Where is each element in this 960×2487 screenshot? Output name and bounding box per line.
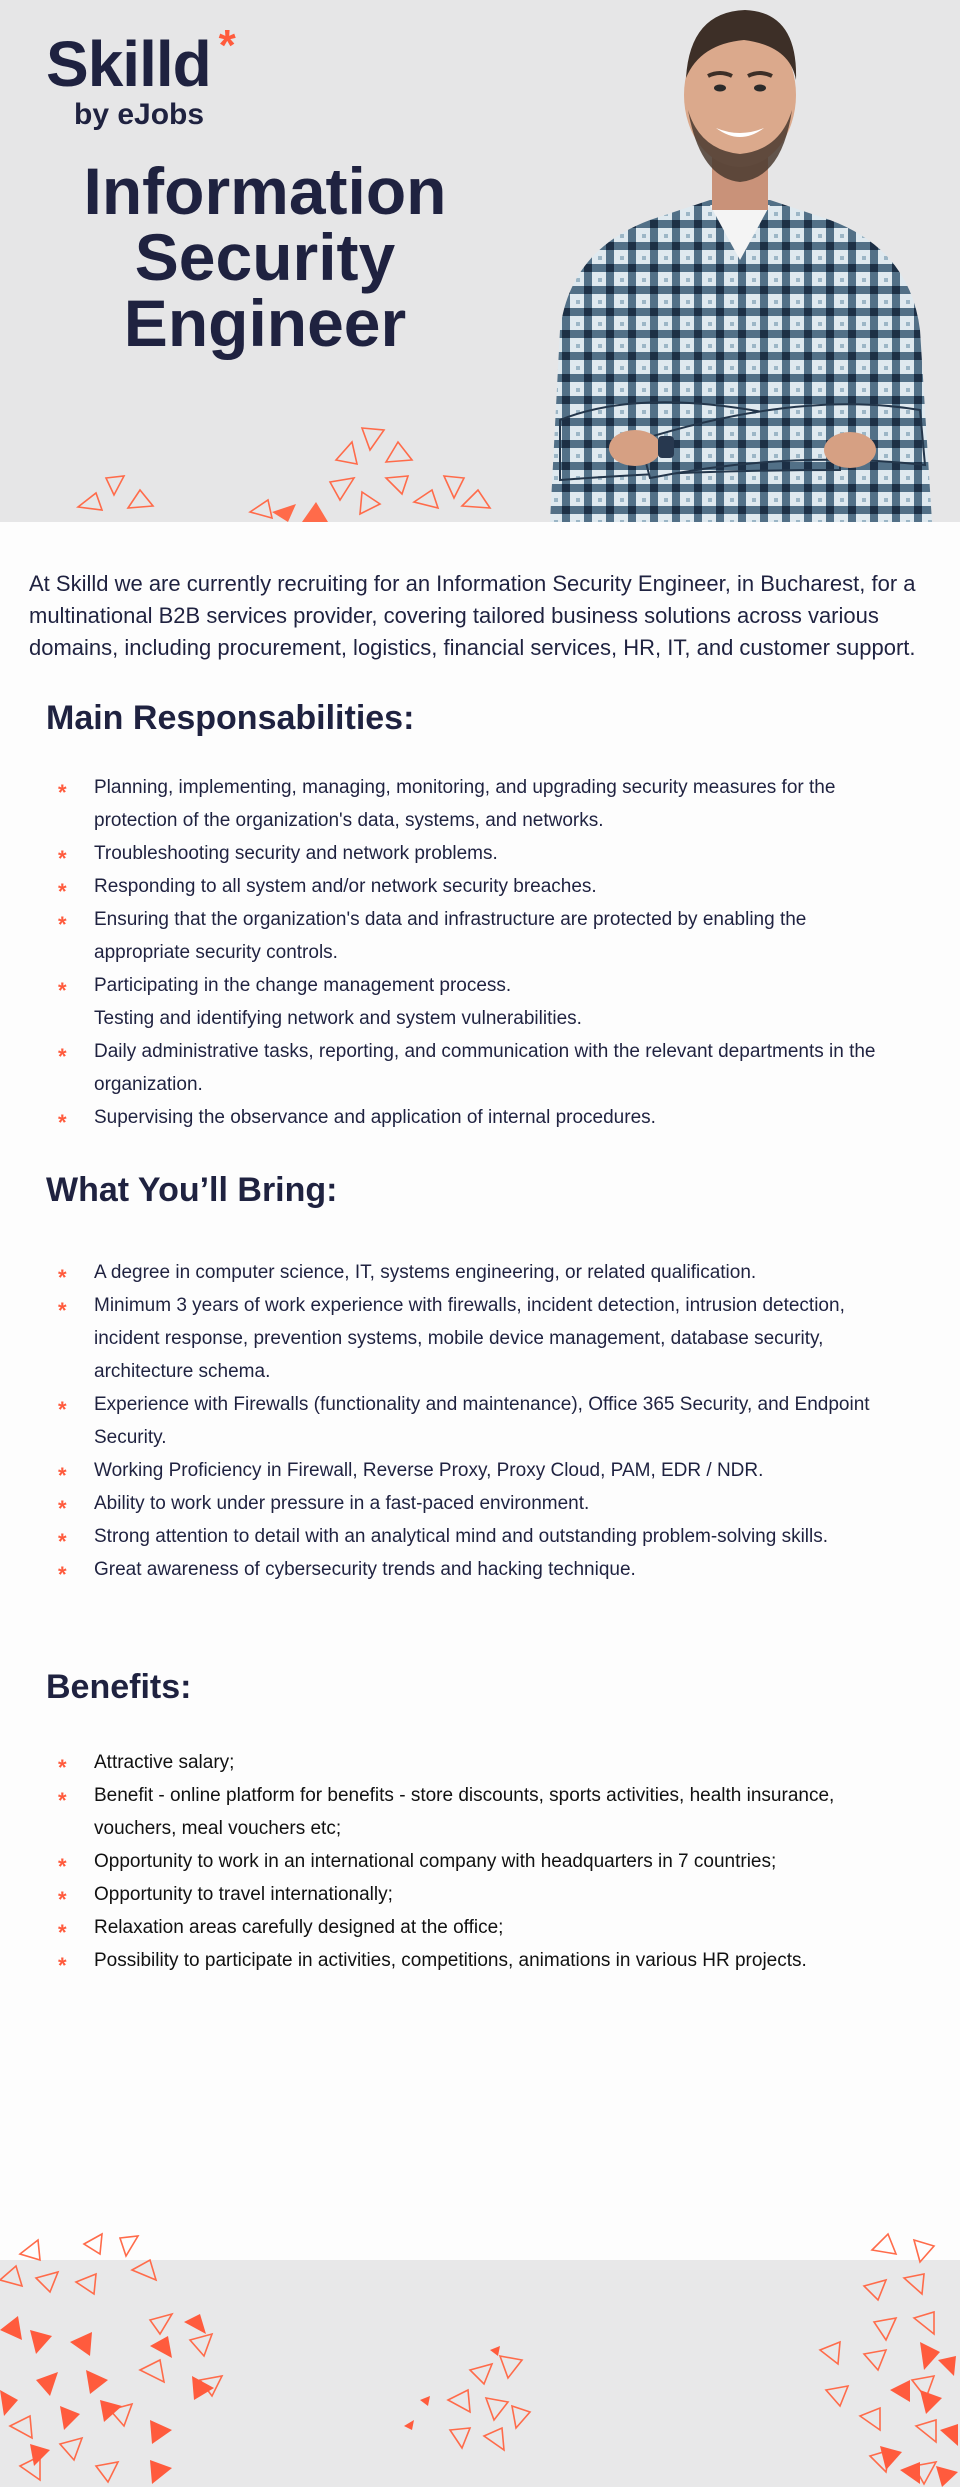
asterisk-bullet-icon: *: [58, 1397, 67, 1422]
triangle-icon: [872, 2234, 896, 2254]
triangle-icon: [140, 2360, 164, 2382]
triangle-icon: [490, 2346, 500, 2356]
logo-star-icon: *: [218, 21, 235, 70]
triangle-icon: [190, 2334, 212, 2356]
list-item: [46, 771, 906, 837]
hero-banner: [0, 0, 960, 522]
triangle-icon: [100, 2400, 122, 2422]
page-title: [60, 154, 470, 360]
list-item: [46, 903, 906, 969]
list-item: [46, 1746, 906, 1779]
asterisk-bullet-icon: *: [58, 1044, 67, 1069]
asterisk-bullet-icon: *: [58, 1496, 67, 1521]
triangle-icon: [940, 2424, 958, 2446]
triangle-icon: [936, 2466, 958, 2487]
triangle-icon: [500, 2356, 522, 2378]
title-line-2: Security: [134, 220, 396, 294]
asterisk-bullet-icon: *: [58, 912, 67, 937]
eye-shape: [714, 85, 726, 92]
asterisk-bullet-icon: *: [58, 1920, 67, 1945]
triangle-icon: [386, 476, 408, 494]
asterisk-bullet-icon: *: [58, 1887, 67, 1912]
triangle-icon: [86, 2370, 108, 2394]
triangle-icon: [150, 2460, 172, 2484]
asterisk-bullet-icon: *: [58, 1463, 67, 1488]
list-item: [46, 1779, 906, 1845]
list-item-text: Troubleshooting security and network problems.: [94, 843, 498, 864]
list-item-text: Benefit - online platform for benefits - store discounts, sports activities, health insurance, vouchers, meal vouchers etc;: [94, 1785, 835, 1839]
list-item-text: Ability to work under pressure in a fast-paced environment.: [94, 1493, 590, 1514]
hand-shape: [609, 430, 661, 466]
list-item-text: Participating in the change management process.: [94, 975, 512, 996]
list-item-text: Daily administrative tasks, reporting, and communication with the relevant departments in the organization.: [94, 1041, 876, 1095]
list-item-text: Planning, implementing, managing, monitoring, and upgrading security measures for the protection of the organization's data, systems, and networks.: [94, 777, 836, 831]
list-item: [46, 1002, 906, 1035]
logo-subtitle: by eJobs: [74, 98, 205, 131]
list-item-text: Testing and identifying network and system vulnerabilities.: [94, 1008, 582, 1029]
list-item-text: Ensuring that the organization's data and infrastructure are protected by enabling the appropriate security controls.: [94, 909, 807, 963]
list-item-text: Responding to all system and/or network security breaches.: [94, 876, 597, 897]
triangle-icon: [938, 2356, 956, 2376]
triangle-icon: [420, 2396, 430, 2406]
triangle-icon: [150, 2420, 172, 2444]
triangle-icon: [330, 478, 354, 500]
list-item-text: Opportunity to work in an international company with headquarters in 7 countries;: [94, 1851, 777, 1872]
asterisk-bullet-icon: *: [58, 1953, 67, 1978]
list-item: [46, 1553, 906, 1586]
triangle-icon: [184, 2314, 206, 2334]
triangle-icon: [914, 2240, 934, 2262]
triangle-icon: [70, 2332, 92, 2356]
list-item: [46, 1911, 906, 1944]
triangle-icon: [120, 2236, 138, 2256]
list-item: [46, 1845, 906, 1878]
triangle-icon: [890, 2380, 910, 2402]
triangle-icon: [60, 2438, 82, 2460]
triangle-icon: [302, 502, 328, 522]
triangle-icon: [450, 2428, 470, 2448]
triangle-icon: [512, 2406, 530, 2428]
list-item: [46, 1454, 906, 1487]
asterisk-bullet-icon: *: [58, 780, 67, 805]
asterisk-bullet-icon: *: [58, 846, 67, 871]
list-item: [46, 1520, 906, 1553]
triangle-icon: [820, 2342, 840, 2364]
list-item: [46, 1944, 906, 1977]
list-item-text: Supervising the observance and application of internal procedures.: [94, 1107, 656, 1128]
triangle-icon: [470, 2364, 492, 2384]
triangle-icon: [96, 2462, 118, 2482]
triangle-icon: [860, 2408, 880, 2430]
watch-icon: [658, 436, 674, 458]
triangle-icon: [874, 2318, 896, 2340]
triangle-icon: [30, 2330, 52, 2354]
asterisk-bullet-icon: *: [58, 1265, 67, 1290]
list-item-text: Strong attention to detail with an analytical mind and outstanding problem-solving skills.: [94, 1526, 829, 1547]
triangle-icon: [150, 2336, 172, 2358]
list-item-text: Working Proficiency in Firewall, Reverse Proxy, Proxy Cloud, PAM, EDR / NDR.: [94, 1460, 764, 1481]
triangle-icon: [920, 2390, 942, 2414]
triangle-icon: [486, 2398, 508, 2420]
triangle-icon: [864, 2280, 886, 2300]
title-line-3: Engineer: [123, 286, 407, 360]
triangle-icon: [404, 2420, 414, 2430]
triangle-icon: [60, 2406, 80, 2430]
list-item-text: Opportunity to travel internationally;: [94, 1884, 393, 1905]
triangle-icon: [916, 2420, 936, 2442]
triangle-icon: [78, 493, 102, 510]
triangle-icon: [36, 2372, 58, 2396]
triangle-icon: [904, 2274, 924, 2294]
list-item: [46, 870, 906, 903]
asterisk-bullet-icon: *: [58, 1788, 67, 1813]
triangle-icon: [484, 2428, 504, 2450]
triangle-icon: [36, 2272, 58, 2292]
triangle-icon: [106, 476, 124, 495]
triangle-icon: [826, 2386, 848, 2406]
triangle-icon: [914, 2312, 934, 2334]
skilld-logo[interactable]: [46, 21, 235, 131]
benefits-list: [46, 1746, 906, 1977]
triangle-icon: [250, 500, 272, 518]
triangle-icon: [84, 2234, 102, 2254]
triangle-icon: [0, 2390, 18, 2416]
list-item-text: A degree in computer science, IT, systems engineering, or related qualification.: [94, 1262, 757, 1283]
asterisk-bullet-icon: *: [58, 1562, 67, 1587]
asterisk-bullet-icon: *: [58, 1298, 67, 1323]
intro-paragraph: At Skilld we are currently recruiting for an Information Security Engineer, in Bucharest, for a multinational B2B services provider, covering tailored business solutions across various domains, including procurement, logistics, financial services, HR, IT, and customer support.: [29, 571, 916, 660]
asterisk-bullet-icon: *: [58, 879, 67, 904]
asterisk-bullet-icon: *: [58, 1854, 67, 1879]
list-item-text: Experience with Firewalls (functionality and maintenance), Office 365 Security, and Endpoint Security.: [94, 1394, 870, 1448]
triangle-icon: [900, 2462, 920, 2484]
list-item-text: Relaxation areas carefully designed at the office;: [94, 1917, 504, 1938]
triangle-icon: [128, 490, 153, 508]
list-item: [46, 1878, 906, 1911]
asterisk-bullet-icon: *: [58, 1110, 67, 1135]
triangle-icon: [20, 2240, 40, 2260]
list-item: [46, 1256, 906, 1289]
triangle-icon: [920, 2342, 940, 2370]
triangle-icon: [10, 2416, 32, 2438]
candidate-portrait-image: [540, 0, 940, 522]
eye-shape: [754, 85, 766, 92]
responsibilities-list: [46, 771, 906, 1134]
list-item: [46, 969, 906, 1002]
triangle-icon: [336, 442, 357, 464]
triangle-icon: [0, 2266, 22, 2286]
list-item: [46, 1289, 906, 1388]
list-item: [46, 1035, 906, 1101]
responsibilities-heading: Main Responsabilities:: [46, 699, 415, 737]
triangle-icon: [0, 2316, 22, 2340]
list-item: [46, 1101, 906, 1134]
triangle-icon: [444, 476, 464, 498]
logo-wordmark: [46, 21, 235, 100]
list-item: [46, 1487, 906, 1520]
triangle-icon: [462, 490, 490, 508]
triangle-icon: [386, 442, 412, 462]
list-item-text: Great awareness of cybersecurity trends and hacking technique.: [94, 1559, 636, 1580]
asterisk-bullet-icon: *: [58, 1529, 67, 1554]
bring-heading: What You’ll Bring:: [46, 1171, 338, 1209]
triangle-icon: [132, 2260, 156, 2280]
list-item-text: Attractive salary;: [94, 1752, 235, 1773]
triangle-icon: [880, 2446, 902, 2470]
list-item-text: Possibility to participate in activities, competitions, animations in various HR projects.: [94, 1950, 807, 1971]
list-item: [46, 1388, 906, 1454]
asterisk-bullet-icon: *: [58, 1755, 67, 1780]
list-item: [46, 837, 906, 870]
logo-main-text: Skilld: [46, 28, 211, 100]
asterisk-bullet-icon: *: [58, 978, 67, 1003]
triangle-icon: [272, 504, 296, 522]
triangle-icon: [76, 2274, 96, 2294]
bring-list: [46, 1256, 906, 1586]
title-line-1: Information: [83, 154, 447, 228]
benefits-heading: Benefits:: [46, 1668, 192, 1706]
triangle-icon: [360, 492, 380, 514]
triangle-icon: [448, 2390, 470, 2412]
triangle-icon: [414, 490, 438, 508]
triangle-icon: [864, 2350, 886, 2370]
footer-triangles-decoration: [0, 2230, 960, 2487]
hand-shape: [824, 432, 876, 468]
triangle-icon: [362, 428, 384, 450]
triangle-icon: [150, 2314, 172, 2334]
hero-triangles-decoration: [0, 420, 520, 522]
list-item-text: Minimum 3 years of work experience with firewalls, incident detection, intrusion detection, incident response, prevention systems, mobile device management, database security, architecture schema.: [94, 1295, 845, 1382]
